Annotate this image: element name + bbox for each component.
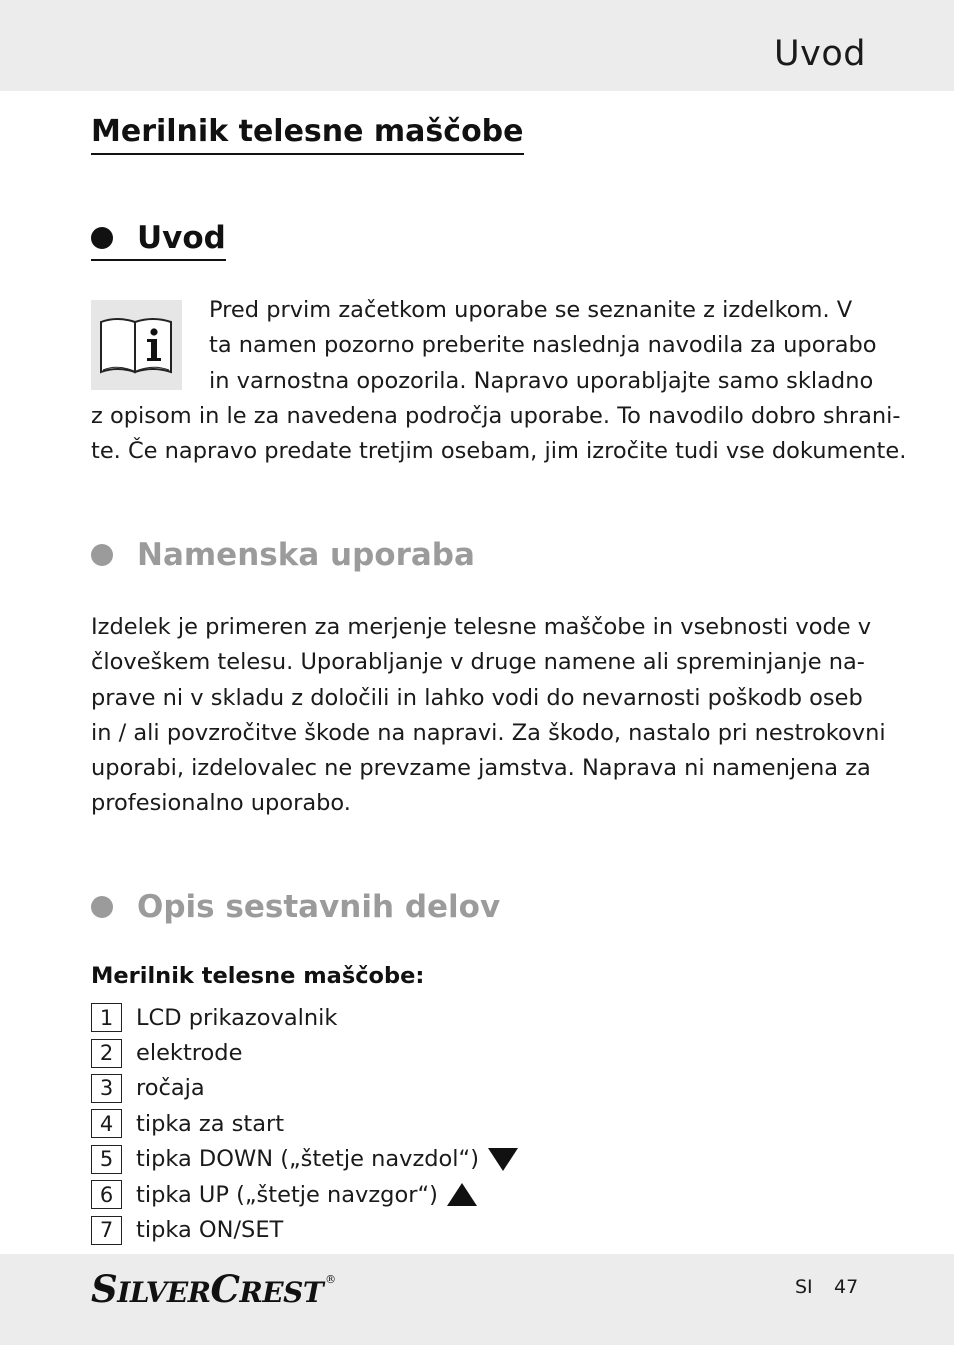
brand-letter: C	[210, 1267, 240, 1311]
part-label: tipka UP („štetje navzgor“)	[136, 1181, 438, 1208]
info-book-icon	[91, 300, 182, 390]
text-line: z opisom in le za navedena področja uporabe. To navodilo dobro shrani-	[91, 403, 901, 429]
part-number-box: 4	[91, 1109, 122, 1138]
section-heading-namenska	[91, 535, 475, 575]
part-number-box: 1	[91, 1003, 122, 1032]
text-line: Izdelek je primeren za merjenje telesne maščobe in vsebnosti vode v	[91, 614, 872, 640]
bullet-icon	[91, 227, 113, 249]
text-line: in varnostna opozorila. Napravo uporabljajte samo skladno	[209, 367, 874, 394]
brand-letter: S	[91, 1267, 118, 1311]
part-number-box: 6	[91, 1180, 122, 1209]
parts-list	[91, 1000, 519, 1248]
main-title: Merilnik telesne maščobe	[91, 113, 524, 155]
part-label: elektrode	[136, 1040, 243, 1067]
brand-logo	[91, 1267, 336, 1311]
part-number-box: 2	[91, 1039, 122, 1068]
text-line: te. Če napravo predate tretjim osebam, jim izročite tudi vse dokumente.	[91, 438, 907, 465]
triangle-down-icon	[487, 1146, 519, 1172]
part-number-box: 5	[91, 1145, 122, 1174]
part-label: tipka ON/SET	[136, 1217, 284, 1244]
language-code: SI	[795, 1276, 813, 1298]
list-item	[91, 1106, 519, 1141]
text-line: in / ali povzročitve škode na napravi. Za škodo, nastalo pri nestrokovni	[91, 719, 886, 746]
intro-paragraph-top	[209, 293, 877, 399]
list-item	[91, 1142, 519, 1177]
intro-paragraph-bottom	[91, 399, 906, 470]
section-heading-opis	[91, 887, 500, 927]
part-label: tipka za start	[136, 1110, 285, 1137]
part-number-box: 3	[91, 1074, 122, 1103]
registered-mark: ®	[325, 1273, 336, 1286]
text-line: Pred prvim začetkom uporabe se seznanite z izdelkom. V	[209, 297, 853, 323]
part-number-box: 7	[91, 1216, 122, 1245]
list-item	[91, 1071, 519, 1106]
list-item	[91, 1000, 519, 1035]
text-line: prave ni v skladu z določili in lahko vodi do nevarnosti poškodb oseb	[91, 684, 863, 711]
text-line: ta namen pozorno preberite naslednja navodila za uporabo	[209, 332, 877, 359]
list-item	[91, 1212, 519, 1247]
page-number: 47	[834, 1276, 859, 1298]
list-item	[91, 1035, 519, 1070]
brand-letters: ILVER	[117, 1276, 211, 1309]
text-line: profesionalno uporabo.	[91, 790, 351, 817]
parts-title: Merilnik telesne maščobe:	[91, 963, 425, 989]
usage-paragraph	[91, 610, 886, 822]
section-heading-text: Namenska uporaba	[137, 537, 475, 573]
page-header-title: Uvod	[774, 34, 866, 74]
section-heading-text: Uvod	[137, 220, 226, 256]
triangle-up-icon	[446, 1182, 478, 1208]
part-label: ročaja	[136, 1075, 205, 1102]
text-line: uporabi, izdelovalec ne prevzame jamstva. Naprava ni namenjena za	[91, 755, 871, 782]
brand-letters: REST	[239, 1276, 324, 1309]
text-line: človeškem telesu. Uporabljanje v druge namene ali spreminjanje na-	[91, 649, 865, 676]
section-heading-uvod	[91, 218, 226, 261]
bullet-icon	[91, 544, 113, 566]
part-label: LCD prikazovalnik	[136, 1004, 338, 1031]
part-label: tipka DOWN („štetje navzdol“)	[136, 1146, 479, 1173]
bullet-icon	[91, 896, 113, 918]
section-heading-text: Opis sestavnih delov	[137, 889, 501, 925]
list-item	[91, 1177, 519, 1212]
